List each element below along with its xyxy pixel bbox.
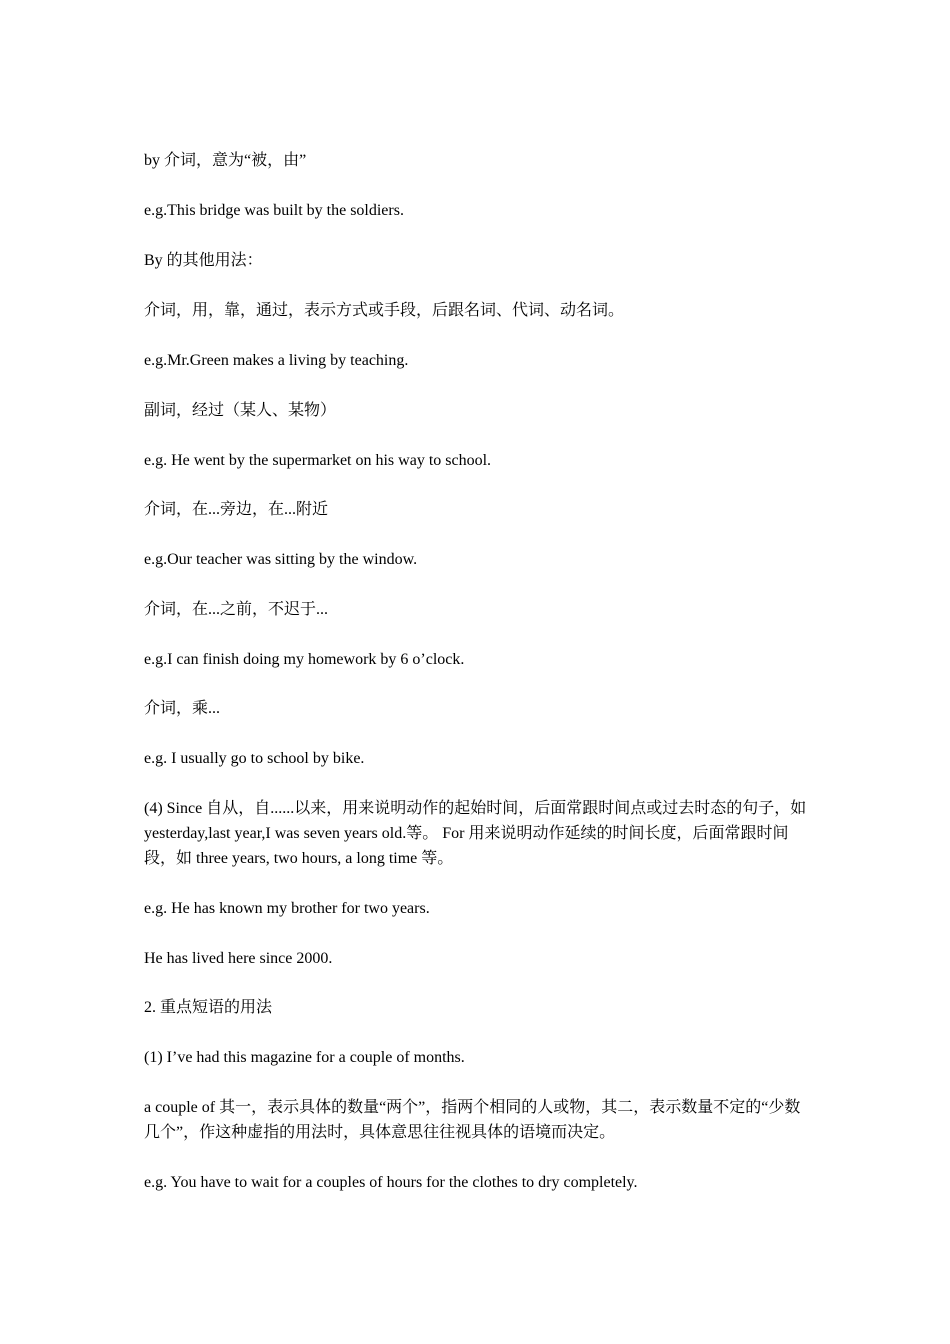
paragraph: 介词，用，靠，通过，表示方式或手段，后跟名词、代词、动名词。 (144, 302, 625, 319)
paragraph: 介词，乘... (144, 700, 221, 717)
section-heading: 2. 重点短语的用法 (144, 999, 273, 1016)
paragraph: e.g.Mr.Green makes a living by teaching. (144, 352, 409, 369)
paragraph: e.g.This bridge was built by the soldiers. (144, 202, 404, 219)
paragraph: e.g.I can finish doing my homework by 6 o’clock. (144, 651, 465, 668)
paragraph: by 介词，意为“被，由” (144, 152, 307, 169)
paragraph: a couple of 其一，表示具体的数量“两个”，指两个相同的人或物，其二，表示数量不定的“少数几个”，作这种虚指的用法时，具体意思往往视具体的语境而决定。 (144, 1099, 801, 1141)
paragraph: 副词，经过（某人、某物） (144, 402, 337, 419)
paragraph: He has lived here since 2000. (144, 950, 333, 967)
paragraph: By 的其他用法： (144, 252, 263, 269)
paragraph: e.g.Our teacher was sitting by the window. (144, 551, 418, 568)
paragraph: e.g. I usually go to school by bike. (144, 750, 365, 767)
paragraph: e.g. You have to wait for a couples of hours for the clothes to dry completely. (144, 1174, 638, 1191)
paragraph: (1) I’ve had this magazine for a couple of months. (144, 1049, 465, 1066)
paragraph: 介词，在...旁边，在...附近 (144, 501, 329, 518)
paragraph: e.g. He went by the supermarket on his way to school. (144, 452, 492, 469)
paragraph: (4) Since 自从，自......以来，用来说明动作的起始时间，后面常跟时间点或过去时态的句子，如 yesterday,last year,I was seven years old.等。 For 用来说明动作延续的时间长度，后面常跟时间段，如 three years, two hours, a long time 等。 (144, 800, 807, 867)
paragraph: 介词，在...之前，不迟于... (144, 601, 329, 618)
paragraph: e.g. He has known my brother for two years. (144, 900, 430, 917)
